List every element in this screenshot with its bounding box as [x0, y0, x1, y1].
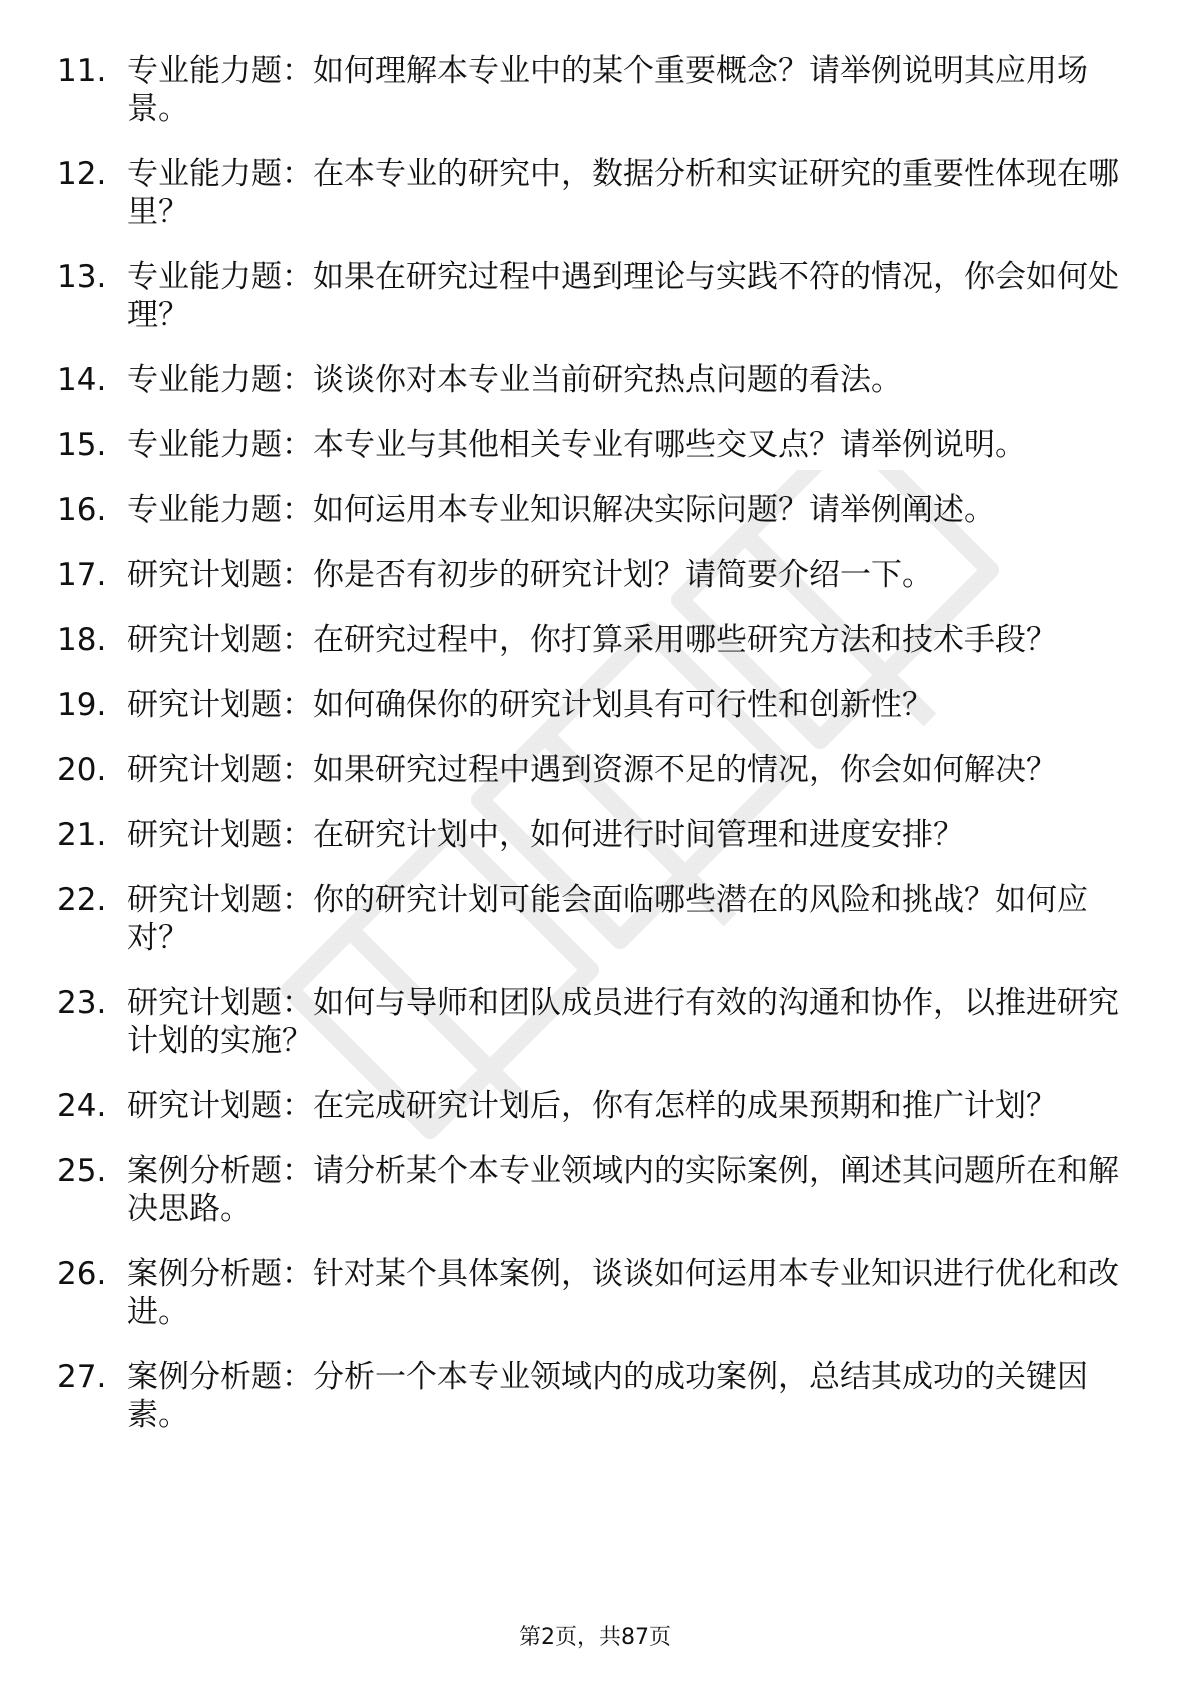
question-body: [127, 361, 1137, 399]
question-category: 案例分析题：: [127, 1256, 313, 1292]
question-body: [127, 491, 1137, 529]
page-number-label: 第2页，共87页: [519, 1625, 671, 1650]
question-category: 专业能力题：: [127, 259, 313, 295]
question-body: [127, 686, 1137, 724]
question-text: 在研究计划中，如何进行时间管理和进度安排？: [313, 817, 964, 853]
question-number: 18.: [57, 622, 107, 658]
question-text: 如何确保你的研究计划具有可行性和创新性？: [313, 687, 933, 723]
question-text: 如果在研究过程中遇到理论与实践不符的情况，你会如何处理？: [127, 259, 1119, 333]
question-body: [127, 1358, 1137, 1434]
question-body: [127, 984, 1137, 1060]
question-item: [57, 361, 1137, 399]
question-body: [127, 258, 1137, 334]
question-text: 你的研究计划可能会面临哪些潜在的风险和挑战？如何应对？: [127, 882, 1088, 956]
question-item: [57, 984, 1137, 1060]
question-text: 请分析某个本专业领域内的实际案例，阐述其问题所在和解决思路。: [127, 1153, 1119, 1227]
question-text: 在完成研究计划后，你有怎样的成果预期和推广计划？: [313, 1088, 1057, 1124]
question-item: [57, 881, 1137, 957]
question-number: 22.: [57, 882, 107, 918]
question-category: 专业能力题：: [127, 53, 313, 89]
question-category: 研究计划题：: [127, 557, 313, 593]
question-category: 专业能力题：: [127, 156, 313, 192]
question-category: 研究计划题：: [127, 687, 313, 723]
question-item: [57, 556, 1137, 594]
question-number: 23.: [57, 985, 107, 1021]
question-text: 在本专业的研究中，数据分析和实证研究的重要性体现在哪里？: [127, 156, 1119, 230]
question-category: 案例分析题：: [127, 1359, 313, 1395]
question-body: [127, 621, 1137, 659]
question-text: 针对某个具体案例，谈谈如何运用本专业知识进行优化和改进。: [127, 1256, 1119, 1330]
question-category: 研究计划题：: [127, 985, 313, 1021]
question-body: [127, 52, 1137, 128]
question-body: [127, 881, 1137, 957]
question-category: 研究计划题：: [127, 817, 313, 853]
question-text: 在研究过程中，你打算采用哪些研究方法和技术手段？: [313, 622, 1057, 658]
question-number: 26.: [57, 1256, 107, 1292]
question-number: 16.: [57, 492, 107, 528]
question-number: 25.: [57, 1153, 107, 1189]
question-category: 专业能力题：: [127, 492, 313, 528]
question-item: [57, 686, 1137, 724]
question-body: [127, 556, 1137, 594]
question-list: [57, 52, 1137, 1461]
question-number: 11.: [57, 53, 107, 89]
question-item: [57, 491, 1137, 529]
question-text: 如何运用本专业知识解决实际问题？请举例阐述。: [313, 492, 995, 528]
question-item: [57, 621, 1137, 659]
question-text: 谈谈你对本专业当前研究热点问题的看法。: [313, 362, 902, 398]
question-number: 20.: [57, 752, 107, 788]
question-category: 研究计划题：: [127, 752, 313, 788]
question-item: [57, 816, 1137, 854]
question-category: 研究计划题：: [127, 622, 313, 658]
question-category: 研究计划题：: [127, 1088, 313, 1124]
page-footer: [0, 1624, 1190, 1652]
question-text: 如何理解本专业中的某个重要概念？请举例说明其应用场景。: [127, 53, 1088, 127]
question-number: 13.: [57, 259, 107, 295]
question-number: 21.: [57, 817, 107, 853]
question-number: 24.: [57, 1088, 107, 1124]
question-item: [57, 751, 1137, 789]
question-body: [127, 1152, 1137, 1228]
question-text: 如何与导师和团队成员进行有效的沟通和协作，以推进研究计划的实施？: [127, 985, 1119, 1059]
question-item: [57, 426, 1137, 464]
question-number: 15.: [57, 427, 107, 463]
question-item: [57, 1087, 1137, 1125]
question-body: [127, 816, 1137, 854]
question-number: 19.: [57, 687, 107, 723]
question-item: [57, 1152, 1137, 1228]
question-number: 12.: [57, 156, 107, 192]
question-category: 案例分析题：: [127, 1153, 313, 1189]
question-text: 如果研究过程中遇到资源不足的情况，你会如何解决？: [313, 752, 1057, 788]
question-body: [127, 426, 1137, 464]
question-body: [127, 751, 1137, 789]
question-item: [57, 258, 1137, 334]
question-number: 17.: [57, 557, 107, 593]
question-number: 14.: [57, 362, 107, 398]
question-body: [127, 1087, 1137, 1125]
question-text: 你是否有初步的研究计划？请简要介绍一下。: [313, 557, 933, 593]
question-category: 专业能力题：: [127, 362, 313, 398]
question-category: 研究计划题：: [127, 882, 313, 918]
question-category: 专业能力题：: [127, 427, 313, 463]
question-item: [57, 155, 1137, 231]
question-body: [127, 1255, 1137, 1331]
question-item: [57, 1358, 1137, 1434]
question-number: 27.: [57, 1359, 107, 1395]
question-text: 本专业与其他相关专业有哪些交叉点？请举例说明。: [313, 427, 1026, 463]
question-body: [127, 155, 1137, 231]
question-item: [57, 1255, 1137, 1331]
question-text: 分析一个本专业领域内的成功案例，总结其成功的关键因素。: [127, 1359, 1088, 1433]
question-item: [57, 52, 1137, 128]
